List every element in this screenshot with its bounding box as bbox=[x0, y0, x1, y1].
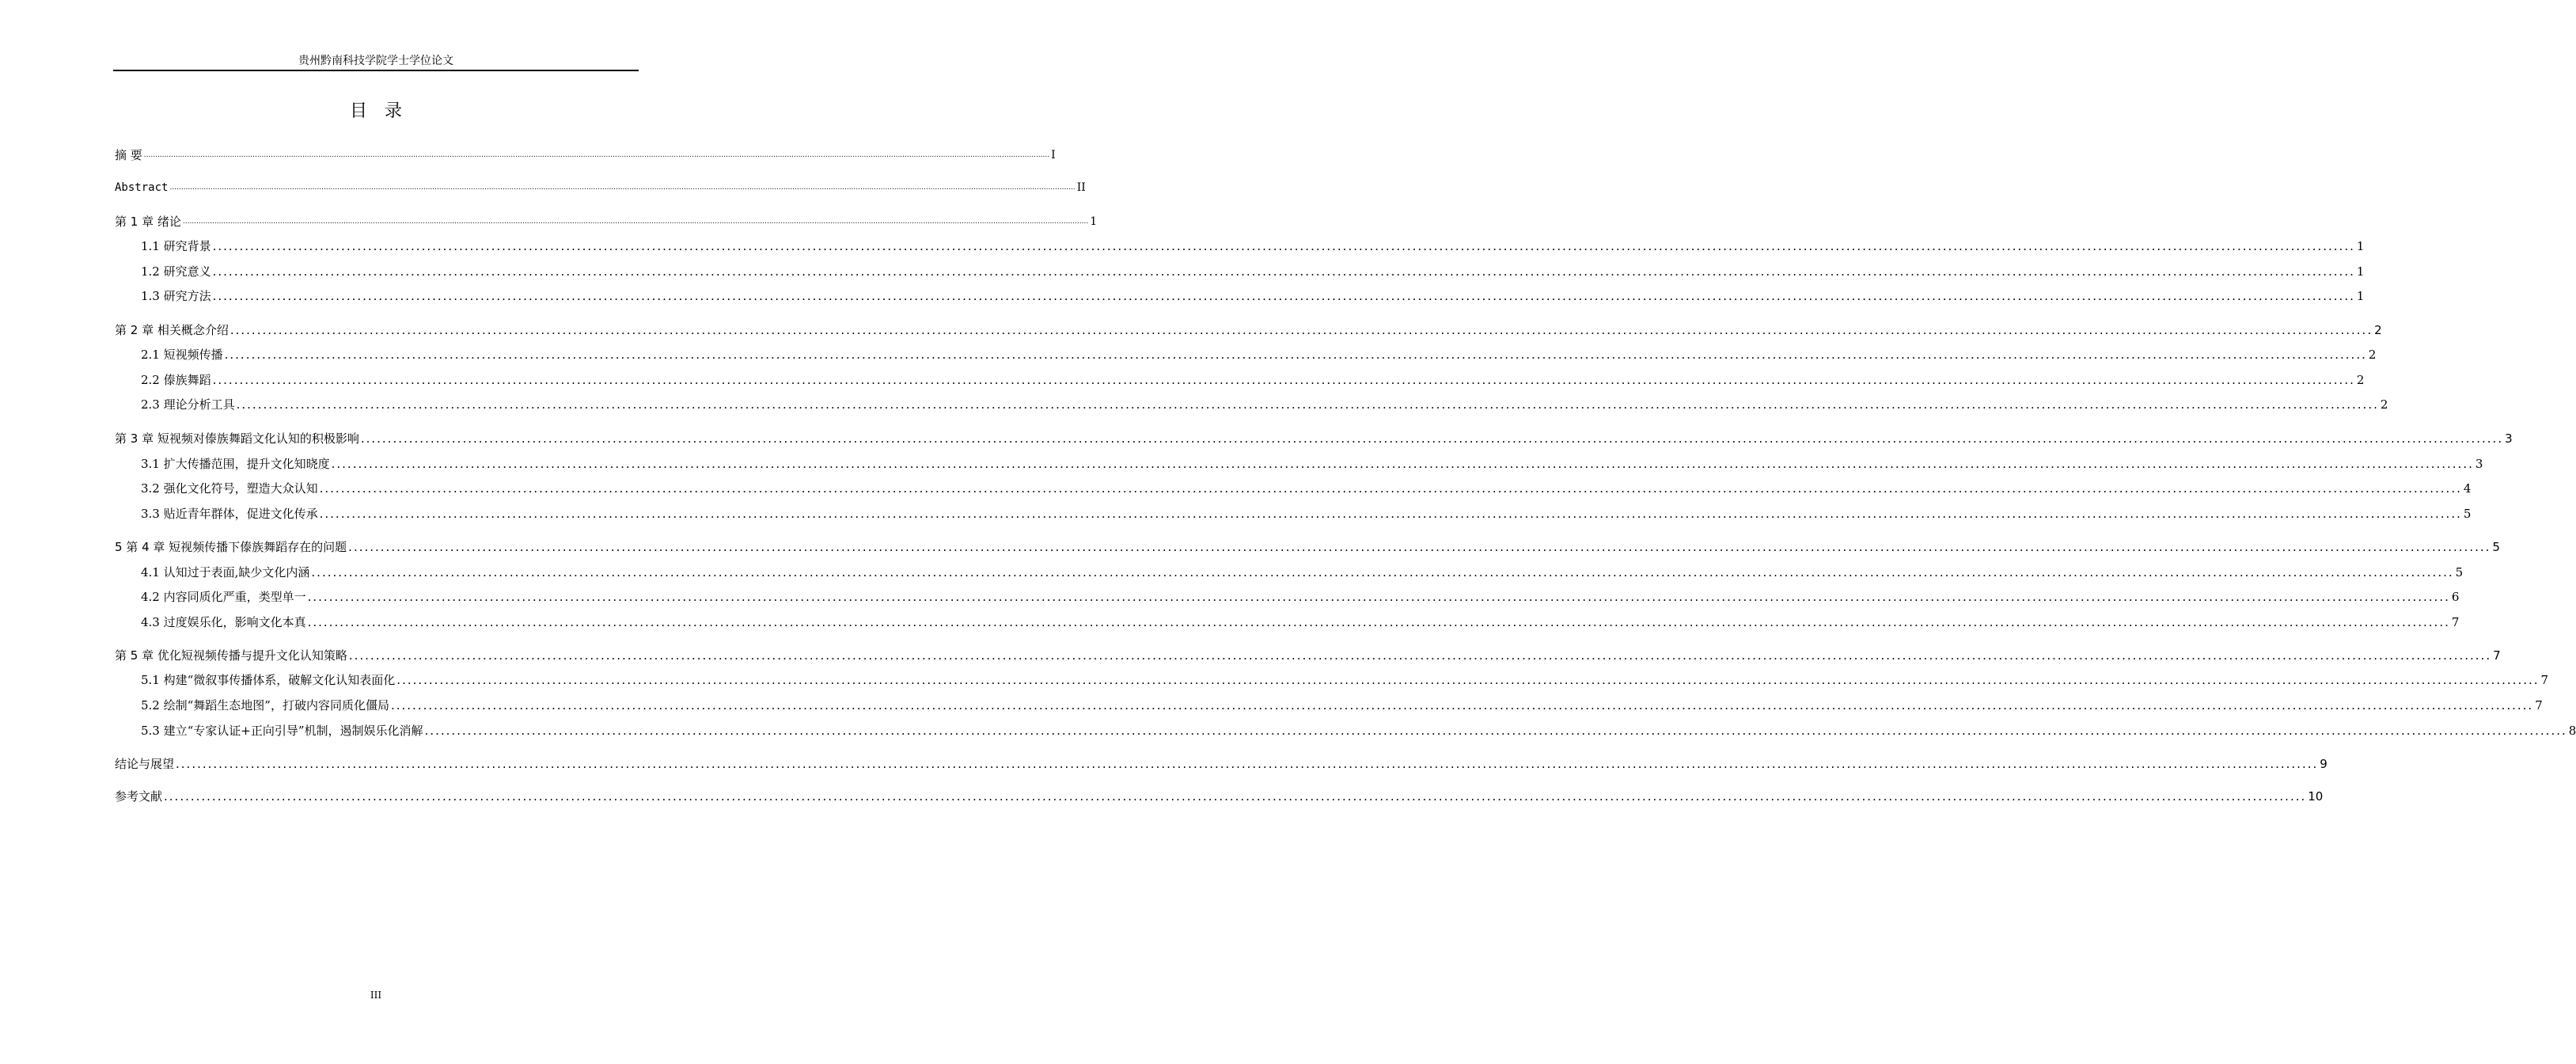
toc-entry-label: 第 1 章 绪论 bbox=[115, 215, 181, 229]
toc-dot-leader: ................................................................................................................................................................................................................................................................................................................................................................................................................ bbox=[236, 397, 2379, 412]
toc-chapter-entry[interactable] bbox=[115, 206, 1098, 230]
toc-section-entry[interactable] bbox=[141, 557, 2464, 580]
toc-entry-label: 3.2 强化文化符号，塑造大众认知 bbox=[141, 481, 318, 496]
toc-entry-page: II bbox=[1076, 181, 1086, 194]
toc-dot-leader: ................................................................................................................................................................................................................................................................................................................................................................................................................ bbox=[360, 431, 2504, 446]
toc-entry-page: 7 bbox=[2540, 673, 2549, 687]
toc-entry-page: 8 bbox=[2568, 724, 2576, 738]
toc-dot-leader: ................................................................................................................................................................................................................................................................................................................................................................................................................ bbox=[390, 698, 2534, 712]
toc-dot-leader: ................................................................................................................................................................................................................................................................................................................................................................................................................ bbox=[176, 757, 2319, 771]
toc-entry-label: 2.2 傣族舞蹈 bbox=[141, 373, 211, 387]
toc-entry-label: 结论与展望 bbox=[115, 757, 175, 771]
toc-entry-page: 2 bbox=[2374, 323, 2382, 337]
toc-chapter-entry[interactable] bbox=[115, 423, 2513, 446]
toc-entry-label: 3.1 扩大传播范围，提升文化知晓度 bbox=[141, 457, 330, 471]
toc-entry-label: 1.1 研究背景 bbox=[141, 239, 211, 253]
toc-section-entry[interactable] bbox=[141, 448, 2483, 472]
toc-dot-leader: ................................................................................................................................................................................................................................................................................................................................................................................................................ bbox=[212, 264, 2355, 279]
toc-dot-leader: ................................................................................................................................................................................................................................................................................................................................................................................................................ bbox=[396, 673, 2540, 687]
toc-section-entry[interactable] bbox=[141, 364, 2365, 388]
toc-entry-label: 第 2 章 相关概念介绍 bbox=[115, 323, 229, 337]
toc-dot-leader: ................................................................................................................................................................................................................................................................................................................................................................................................................ bbox=[212, 373, 2355, 387]
toc-entry-page: 7 bbox=[2535, 698, 2543, 712]
toc-dot-leader: ................................................................................................................................................................................................................................................................................................................................................................................................................ bbox=[230, 323, 2373, 337]
toc-section-entry[interactable] bbox=[141, 256, 2365, 279]
page-header: 贵州黔南科技学院学士学位论文 bbox=[298, 55, 453, 67]
toc-entry-label: 1.3 研究方法 bbox=[141, 289, 211, 303]
toc-dot-leader: ................................................................................................................................................................................................................................................................................................................................................................................................................ bbox=[348, 648, 2492, 663]
toc-entry-page: 3 bbox=[2505, 431, 2513, 446]
toc-entry-page: 2 bbox=[2368, 348, 2377, 362]
toc-section-entry[interactable] bbox=[141, 498, 2472, 522]
toc-section-entry[interactable] bbox=[141, 280, 2365, 304]
toc-entry-label: 5.2 绘制“舞蹈生态地图”，打破内容同质化僵局 bbox=[141, 698, 389, 712]
toc-entry-label: 1.2 研究意义 bbox=[141, 264, 211, 279]
toc-chapter-entry[interactable] bbox=[115, 748, 2328, 772]
toc-entry-label: Abstract bbox=[115, 181, 169, 194]
toc-dot-leader: ................................................................................................................................................................................................................................................................................................................................................................................................................ bbox=[348, 540, 2491, 554]
toc-title: 目录 bbox=[349, 101, 419, 121]
toc-chapter-entry[interactable] bbox=[115, 139, 1056, 163]
toc-section-entry[interactable] bbox=[141, 389, 2388, 412]
toc-section-entry[interactable] bbox=[141, 339, 2377, 363]
toc-entry-page: 1 bbox=[2356, 289, 2365, 303]
toc-section-entry[interactable] bbox=[141, 690, 2543, 713]
toc-section-entry[interactable] bbox=[141, 715, 2576, 739]
toc-entry-label: 4.1 认知过于表面,缺少文化内涵 bbox=[141, 565, 310, 580]
toc-dot-leader: ................................................................................................................................................................................................................................................................................................................................................................................................................ bbox=[224, 348, 2367, 362]
header-rule bbox=[113, 70, 639, 71]
toc-chapter-entry[interactable] bbox=[115, 531, 2500, 555]
toc-entry-label: 5.3 建立“专家认证+正向引导”机制，遏制娱乐化消解 bbox=[141, 724, 423, 738]
toc-dot-leader: ................................................................................................................................................................................................................................................................................................................................................................................................................ bbox=[143, 151, 1050, 159]
toc-section-entry[interactable] bbox=[141, 664, 2549, 688]
toc-entry-label: 第 5 章 优化短视频传播与提升文化认知策略 bbox=[115, 648, 347, 663]
toc-entry-page: 1 bbox=[2356, 239, 2365, 253]
toc-entry-page: 9 bbox=[2320, 757, 2328, 771]
toc-dot-leader: ................................................................................................................................................................................................................................................................................................................................................................................................................ bbox=[212, 239, 2355, 253]
toc-entry-page: 10 bbox=[2308, 789, 2324, 804]
page-number: III bbox=[370, 990, 382, 1001]
toc-dot-leader: ................................................................................................................................................................................................................................................................................................................................................................................................................ bbox=[331, 457, 2474, 471]
toc-dot-leader: ................................................................................................................................................................................................................................................................................................................................................................................................................ bbox=[311, 565, 2454, 580]
toc-chapter-entry[interactable] bbox=[115, 781, 2324, 804]
toc-entry-page: 6 bbox=[2451, 590, 2460, 604]
toc-entry-label: 第 3 章 短视频对傣族舞蹈文化认知的积极影响 bbox=[115, 431, 359, 446]
toc-entry-page: I bbox=[1051, 149, 1056, 162]
toc-section-entry[interactable] bbox=[141, 581, 2460, 605]
toc-dot-leader: ................................................................................................................................................................................................................................................................................................................................................................................................................ bbox=[319, 481, 2462, 496]
toc-dot-leader: ................................................................................................................................................................................................................................................................................................................................................................................................................ bbox=[212, 289, 2355, 303]
toc-entry-page: 4 bbox=[2463, 481, 2472, 496]
toc-dot-leader: ................................................................................................................................................................................................................................................................................................................................................................................................................ bbox=[424, 724, 2567, 738]
toc-dot-leader: ................................................................................................................................................................................................................................................................................................................................................................................................................ bbox=[319, 507, 2462, 521]
toc-entry-label: 2.1 短视频传播 bbox=[141, 348, 223, 362]
toc-entry-page: 7 bbox=[2451, 615, 2460, 629]
toc-entry-page: 5 bbox=[2463, 507, 2472, 521]
toc-section-entry[interactable] bbox=[141, 606, 2460, 630]
toc-dot-leader: ................................................................................................................................................................................................................................................................................................................................................................................................................ bbox=[169, 184, 1076, 192]
toc-entry-page: 2 bbox=[2380, 397, 2388, 412]
toc-entry-label: 4.3 过度娱乐化，影响文化本真 bbox=[141, 615, 306, 629]
toc-entry-label: 5.1 构建“微叙事传播体系，破解文化认知表面化 bbox=[141, 673, 396, 687]
toc-entry-label: 参考文献 bbox=[115, 789, 163, 804]
toc-entry-label: 4.2 内容同质化严重，类型单一 bbox=[141, 590, 306, 604]
toc-section-entry[interactable] bbox=[141, 473, 2472, 496]
toc-dot-leader: ................................................................................................................................................................................................................................................................................................................................................................................................................ bbox=[182, 218, 1089, 226]
toc-chapter-entry[interactable] bbox=[115, 640, 2501, 663]
toc-entry-page: 5 bbox=[2492, 540, 2500, 554]
toc-entry-page: 3 bbox=[2475, 457, 2483, 471]
toc-dot-leader: ................................................................................................................................................................................................................................................................................................................................................................................................................ bbox=[164, 789, 2307, 804]
toc-dot-leader: ................................................................................................................................................................................................................................................................................................................................................................................................................ bbox=[307, 590, 2450, 604]
toc-chapter-entry[interactable] bbox=[115, 172, 1086, 196]
toc-section-entry[interactable] bbox=[141, 230, 2365, 254]
toc-entry-page: 1 bbox=[2356, 264, 2365, 279]
toc-dot-leader: ................................................................................................................................................................................................................................................................................................................................................................................................................ bbox=[307, 615, 2450, 629]
toc-entry-page: 7 bbox=[2493, 648, 2501, 663]
toc-entry-label: 5 第 4 章 短视频传播下傣族舞蹈存在的问题 bbox=[115, 540, 347, 554]
toc-chapter-entry[interactable] bbox=[115, 314, 2382, 338]
toc-entry-label: 2.3 理论分析工具 bbox=[141, 397, 235, 412]
toc-entry-page: 5 bbox=[2455, 565, 2464, 580]
toc-entry-page: 2 bbox=[2356, 373, 2365, 387]
toc-entry-page: 1 bbox=[1090, 215, 1098, 228]
toc-entry-label: 3.3 贴近青年群体，促进文化传承 bbox=[141, 507, 318, 521]
toc-entry-label: 摘 要 bbox=[115, 148, 142, 162]
